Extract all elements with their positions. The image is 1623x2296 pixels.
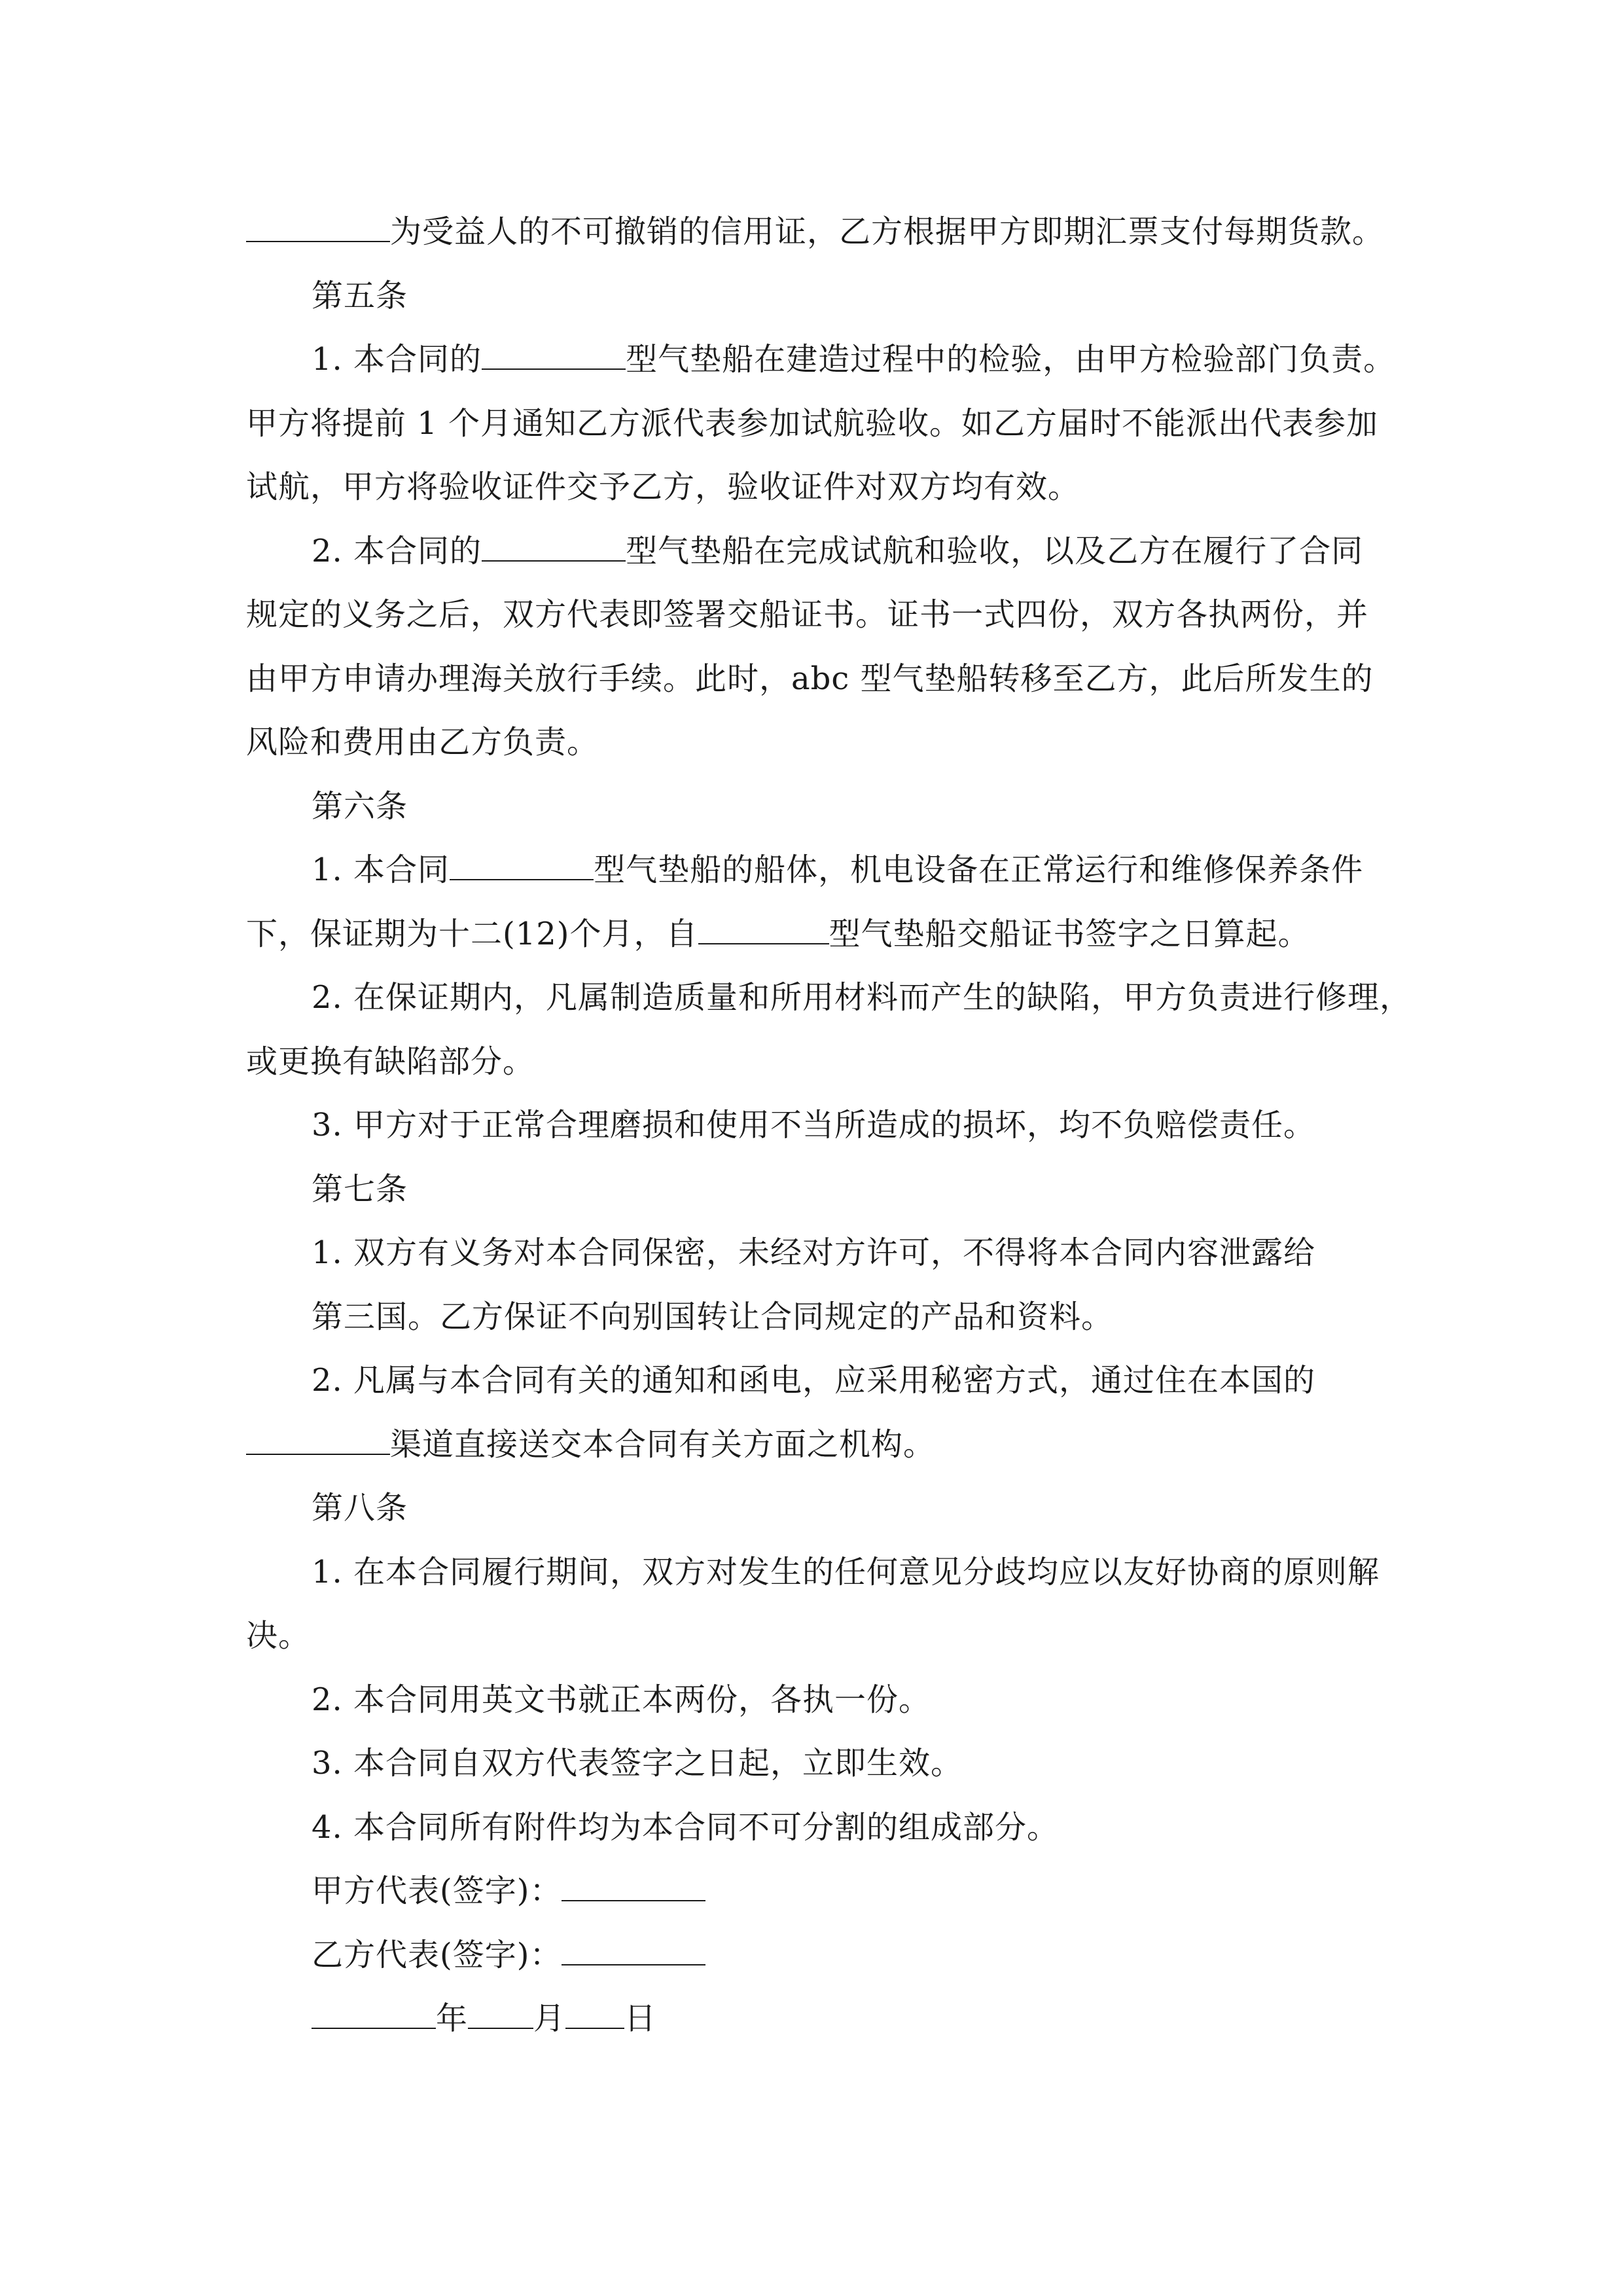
article-heading-8: 第八条 [312,1490,408,1526]
paragraph-line: 试航，甲方将验收证件交予乙方，验收证件对双方均有效。 [246,469,1080,505]
paragraph-line: 为受益人的不可撤销的信用证，乙方根据甲方即期汇票支付每期货款。 [246,200,1385,264]
signature-line-party-b: 乙方代表(签字)： [246,1924,1385,1988]
day-blank [565,2001,624,2029]
paragraph-line: 规定的义务之后，双方代表即签署交船证书。证书一式四份，双方各执两份，并 [246,596,1369,633]
paragraph-line: 1. 在本合同履行期间，双方对发生的任何意见分歧均应以友好协商的原则解 [312,1553,1380,1590]
paragraph-line: 第三国。乙方保证不向别国转让合同规定的产品和资料。 [312,1298,1114,1335]
year-blank [312,2001,436,2029]
fill-blank [482,534,626,562]
paragraph-line: 由甲方申请办理海关放行手续。此时，abc 型气垫船转移至乙方，此后所发生的 [246,660,1374,697]
paragraph-line: 1. 双方有义务对本合同保密，未经对方许可，不得将本合同内容泄露给 [312,1234,1316,1271]
paragraph-line: 渠道直接送交本合同有关方面之机构。 [246,1413,1385,1477]
fill-blank [698,917,829,944]
paragraph-line: 2. 凡属与本合同有关的通知和函电，应采用秘密方式，通过住在本国的 [312,1362,1316,1399]
paragraph-line: 1. 本合同 型气垫船的船体，机电设备在正常运行和维修保养条件 [312,852,1364,888]
paragraph-line: 3. 本合同自双方代表签字之日起，立即生效。 [312,1745,963,1782]
article-heading-5: 第五条 [312,277,408,314]
paragraph-line: 决。 [246,1617,311,1654]
fill-blank [482,342,626,370]
paragraph-line: 下，保证期为十二(12)个月，自 型气垫船交船证书签字之日算起。 [246,915,1310,952]
fill-blank [246,1427,390,1455]
paragraph-line: 或更换有缺陷部分。 [246,1043,535,1080]
paragraph-line: 2. 本合同用英文书就正本两份，各执一份。 [312,1681,931,1718]
month-blank [468,2001,533,2029]
paragraph-line: 2. 本合同的 型气垫船在完成试航和验收，以及乙方在履行了合同 [312,532,1364,569]
contract-body [246,200,1412,2051]
fill-blank [246,215,390,242]
paragraph-line: 3. 甲方对于正常合理磨损和使用不当所造成的损坏，均不负赔偿责任。 [312,1107,1316,1143]
article-heading-7: 第七条 [312,1170,408,1208]
signature-blank [562,1938,705,1965]
date-line: 年 月 日 [246,1987,1385,2051]
paragraph-line: 甲方将提前 1 个月通知乙方派代表参加试航验收。如乙方届时不能派出代表参加 [246,404,1379,442]
signature-blank [562,1874,705,1901]
article-heading-6: 第六条 [312,787,408,825]
paragraph-line: 1. 本合同的 型气垫船在建造过程中的检验，由甲方检验部门负责。 [312,341,1396,378]
paragraph-line: 风险和费用由乙方负责。 [246,724,599,761]
signature-line-party-a: 甲方代表(签字)： [246,1859,1385,1924]
paragraph-line: 4. 本合同所有附件均为本合同不可分割的组成部分。 [312,1808,1060,1846]
fill-blank [450,853,594,880]
paragraph-line: 2. 在保证期内，凡属制造质量和所用材料而产生的缺陷，甲方负责进行修理， [312,979,1412,1016]
